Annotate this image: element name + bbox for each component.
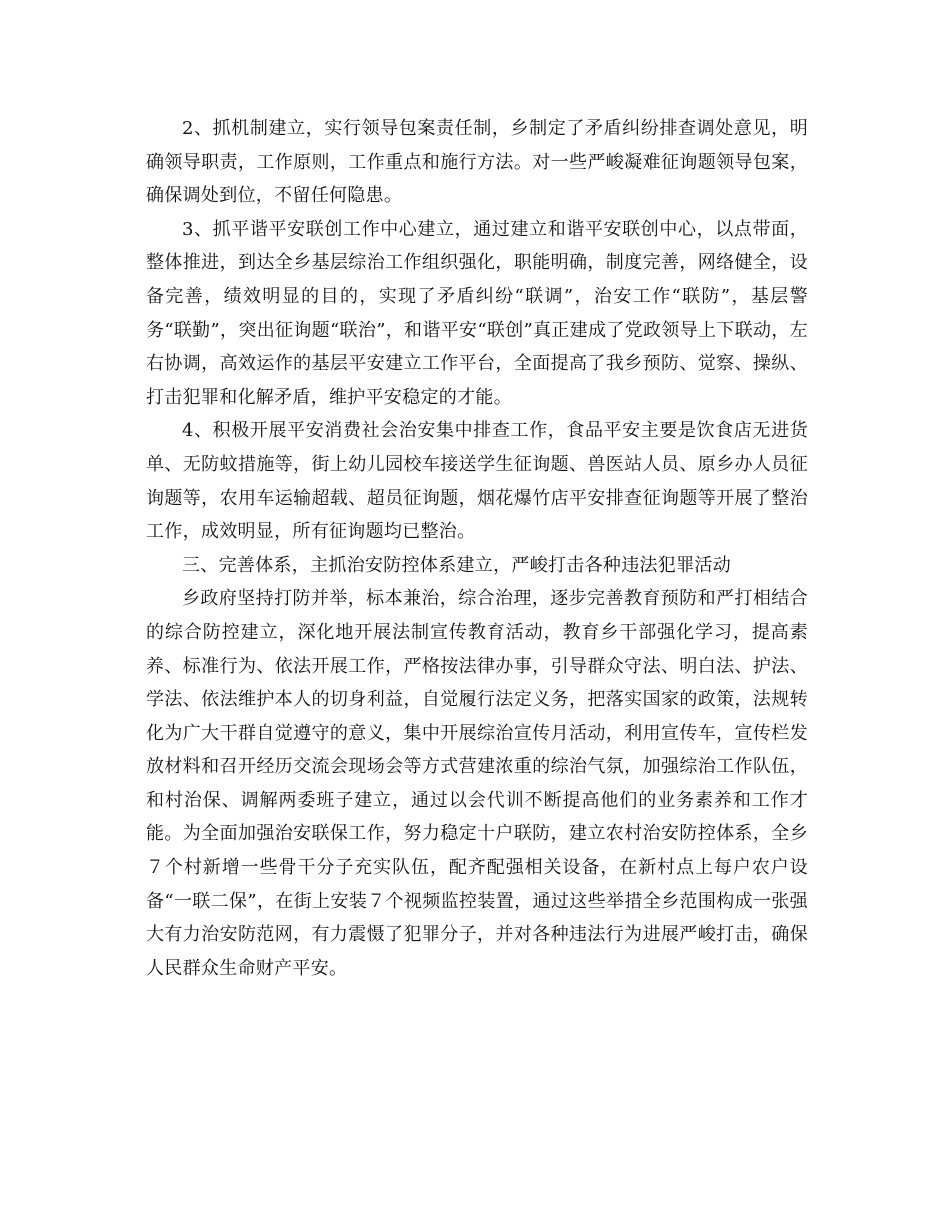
paragraph-1: 2、抓机制建立，实行领导包案责任制，乡制定了矛盾纠纷排查调处意见，明确领导职责，工作原则，工作重点和施行方法。对一些严峻凝难征询题领导包案，确保调处到位，不留任何隐患。 [146,118,808,207]
paragraph-3: 4、积极开展平安消费社会治安集中排查工作，食品平安主要是饮食店无进货单、无防蚊措施等，街上幼儿园校车接送学生征询题、兽医站人员、原乡办人员征询题等，农用车运输超载、超员征询题，烟花爆竹店平安排查征询题等开展了整治工作，成效明显，所有征询题均已整治。 [146,420,808,543]
document-body [146,112,808,985]
paragraph-4: 乡政府坚持打防并举，标本兼治，综合治理，逐步完善教育预防和严打相结合的综合防控建立，深化地开展法制宣传教育活动，教育乡干部强化学习，提高素养、标准行为、依法开展工作，严格按法律办事，引导群众守法、明白法、护法、学法、依法维护本人的切身利益，自觉履行法定义务，把落实国家的政策，法规转化为广大干群自觉遵守的意义，集中开展综治宣传月活动，利用宣传车，宣传栏发放材料和召开经历交流会现场会等方式营建浓重的综治气氛，加强综治工作队伍，和村治保、调解两委班子建立，通过以会代训不断提高他们的业务素养和工作才能。为全面加强治安联保工作，努力稳定十户联防，建立农村治安防控体系，全乡７个村新增一些骨干分子充实队伍，配齐配强相关设备，在新村点上每户农户设备“一联二保”，在街上安装７个视频监控装置，通过这些举措全乡范围构成一张强大有力治安防范网，有力震慑了犯罪分子，并对各种违法行为进展严峻打击，确保人民群众生命财产平安。 [146,588,808,979]
paragraph-2: 3、抓平谐平安联创工作中心建立，通过建立和谐平安联创中心，以点带面，整体推进，到达全乡基层综治工作组织强化，职能明确，制度完善，网络健全，设备完善，绩效明显的目的，实现了矛盾纠纷“联调”，治安工作“联防”，基层警务“联勤”，突出征询题“联治”，和谐平安“联创”真正建成了党政领导上下联动，左右协调，高效运作的基层平安建立工作平台，全面提高了我乡预防、觉察、操纵、打击犯罪和化解矛盾，维护平安稳定的才能。 [146,218,808,408]
section-heading: 三、完善体系，主抓治安防控体系建立，严峻打击各种违法犯罪活动 [182,554,731,576]
